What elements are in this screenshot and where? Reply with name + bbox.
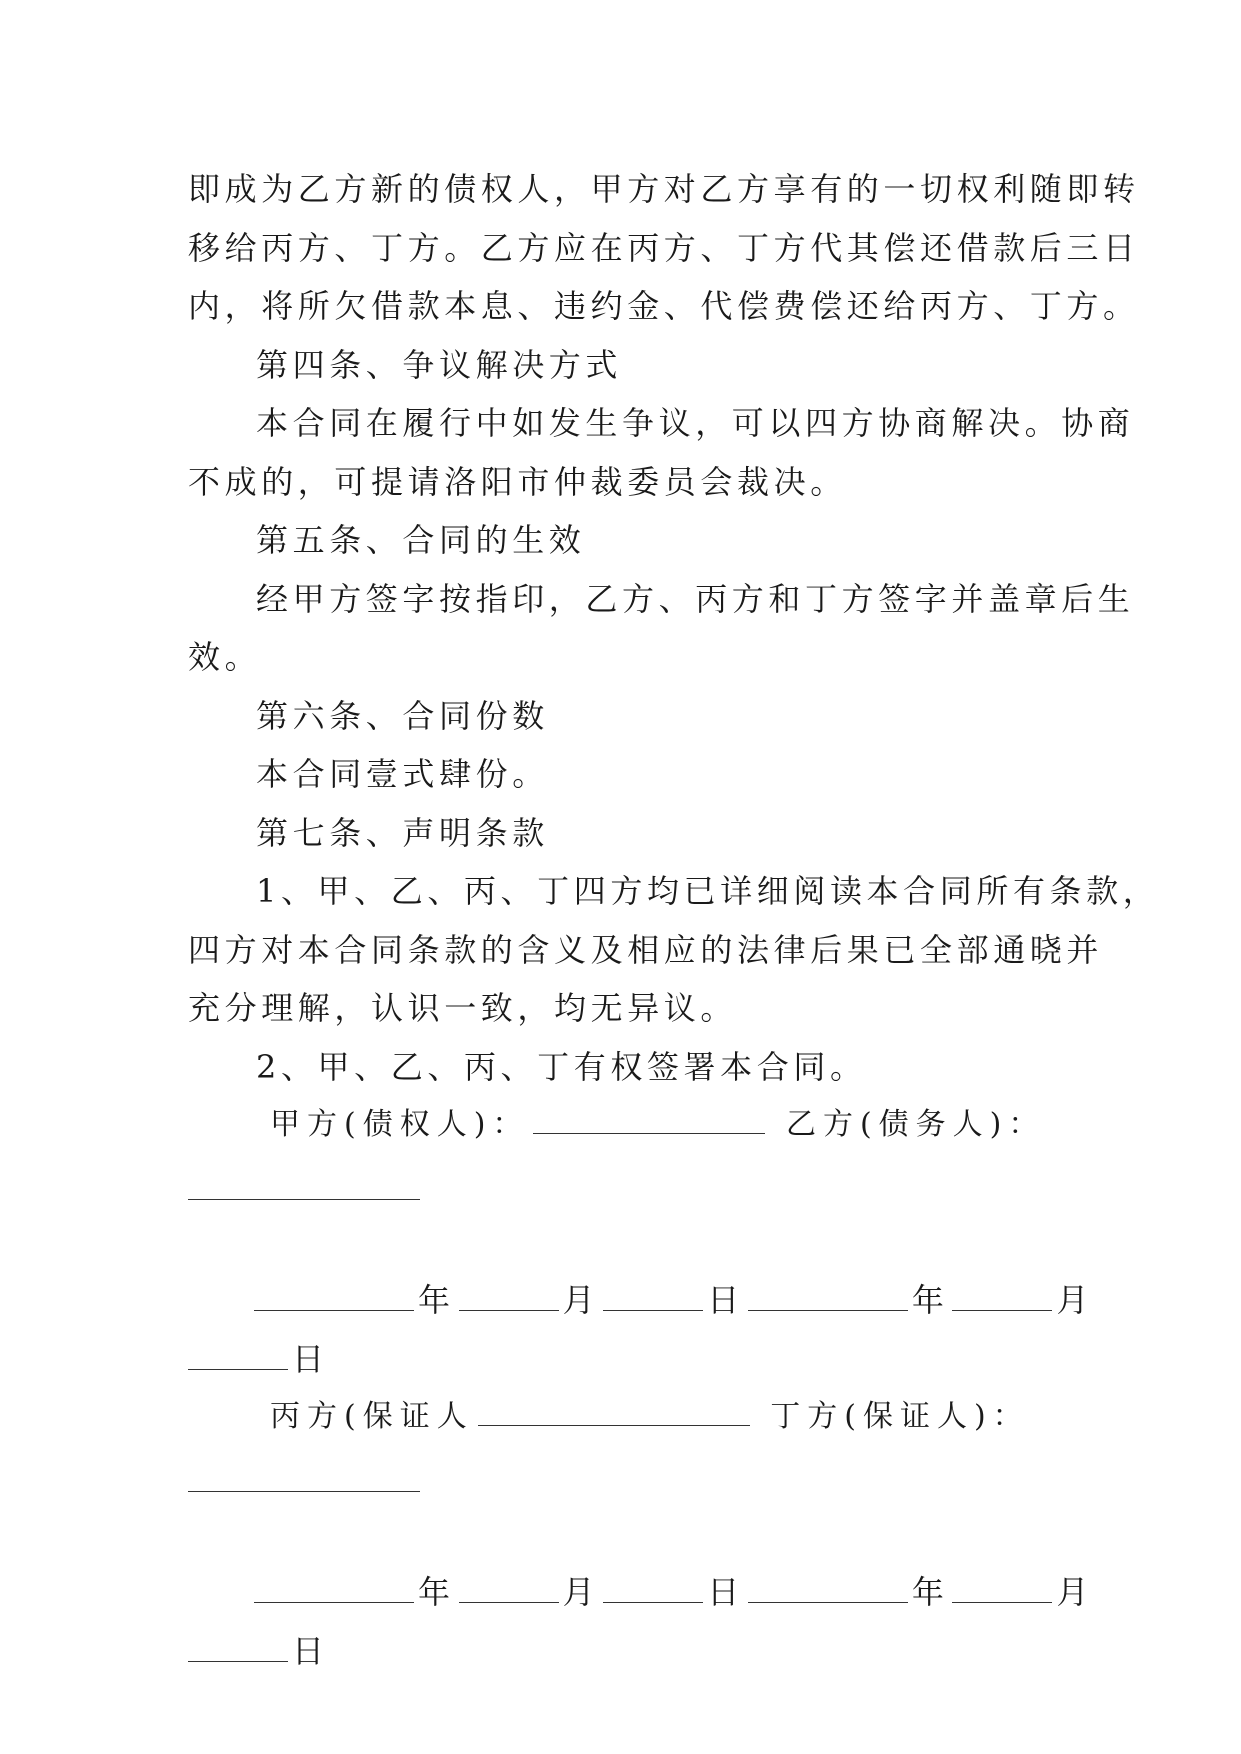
year-label: 年 xyxy=(418,1573,455,1611)
year-label: 年 xyxy=(418,1281,455,1319)
party-d-signature-row xyxy=(188,1447,1058,1506)
date-year-field-b[interactable] xyxy=(748,1286,908,1311)
contract-page xyxy=(188,160,1160,1680)
year-label: 年 xyxy=(911,1281,949,1319)
date-row-cd-cont xyxy=(188,1622,1058,1681)
party-d-label: 丁方(保证人)： xyxy=(770,1399,1030,1434)
day-label: 日 xyxy=(707,1281,744,1319)
party-a-signature-field[interactable] xyxy=(533,1109,765,1134)
date-month-field-b[interactable] xyxy=(952,1286,1052,1311)
year-label: 年 xyxy=(911,1573,949,1611)
article-5-text-2: 效。 xyxy=(188,638,262,676)
article-6-heading: 第六条、合同份数 xyxy=(256,696,549,735)
month-label: 月 xyxy=(1056,1281,1094,1319)
date-day-field-d[interactable] xyxy=(188,1637,288,1662)
article-7-clause-1-line-2: 四方对本合同条款的含义及相应的法律后果已全部通晓并 xyxy=(188,930,1104,969)
month-label: 月 xyxy=(562,1573,600,1611)
article-5-text-1: 经甲方签字按指印，乙方、丙方和丁方签字并盖章后生 xyxy=(256,579,1135,618)
article-4-heading: 第四条、争议解决方式 xyxy=(256,345,623,384)
month-label: 月 xyxy=(1056,1573,1094,1611)
date-month-field-a[interactable] xyxy=(459,1286,559,1311)
article-7-clause-2: 2、甲、乙、丙、丁有权签署本合同。 xyxy=(256,1047,867,1086)
day-label: 日 xyxy=(292,1339,329,1378)
date-month-field-c[interactable] xyxy=(459,1578,559,1603)
body-line-3: 内，将所欠借款本息、违约金、代偿费偿还给丙方、丁方。 xyxy=(188,287,1140,325)
body-line-2: 移给丙方、丁方。乙方应在丙方、丁方代其偿还借款后三日 xyxy=(188,228,1140,267)
article-7-clause-1-line-1: 1、甲、乙、丙、丁四方均已详细阅读本合同所有条款， xyxy=(256,872,1160,910)
article-7-clause-1-line-3: 充分理解，认识一致，均无异议。 xyxy=(188,989,738,1027)
party-b-signature-field[interactable] xyxy=(188,1175,420,1200)
month-label: 月 xyxy=(562,1281,600,1319)
date-day-field-a[interactable] xyxy=(603,1286,703,1311)
article-5-heading: 第五条、合同的生效 xyxy=(256,521,586,559)
party-b-signature-row xyxy=(188,1155,1058,1214)
day-label: 日 xyxy=(292,1631,329,1670)
party-b-label: 乙方(债务人)： xyxy=(785,1107,1046,1142)
date-year-field-d[interactable] xyxy=(748,1578,908,1603)
party-a-label: 甲方(债权人)： xyxy=(270,1107,530,1142)
day-label: 日 xyxy=(707,1573,744,1611)
date-day-field-c[interactable] xyxy=(603,1578,703,1603)
article-4-text-2: 不成的，可提请洛阳市仲裁委员会裁决。 xyxy=(188,462,847,501)
signature-row-cd xyxy=(188,1388,1058,1447)
party-c-label: 丙方(保证人 xyxy=(270,1399,474,1434)
date-year-field-a[interactable] xyxy=(254,1286,414,1311)
article-4-text-1: 本合同在履行中如发生争议，可以四方协商解决。协商 xyxy=(256,404,1135,442)
date-year-field-c[interactable] xyxy=(254,1578,414,1603)
date-row-ab-cont xyxy=(188,1330,1058,1389)
article-7-heading: 第七条、声明条款 xyxy=(256,813,549,852)
date-row-ab xyxy=(188,1271,1094,1330)
date-row-cd xyxy=(188,1563,1094,1622)
party-d-signature-field[interactable] xyxy=(188,1467,420,1492)
body-line-1: 即成为乙方新的债权人，甲方对乙方享有的一切权利随即转 xyxy=(188,170,1140,208)
date-day-field-b[interactable] xyxy=(188,1345,288,1370)
date-month-field-d[interactable] xyxy=(952,1578,1052,1603)
party-c-signature-field[interactable] xyxy=(478,1401,750,1426)
signature-row-ab xyxy=(188,1096,1058,1155)
article-6-text: 本合同壹式肆份。 xyxy=(256,755,549,793)
